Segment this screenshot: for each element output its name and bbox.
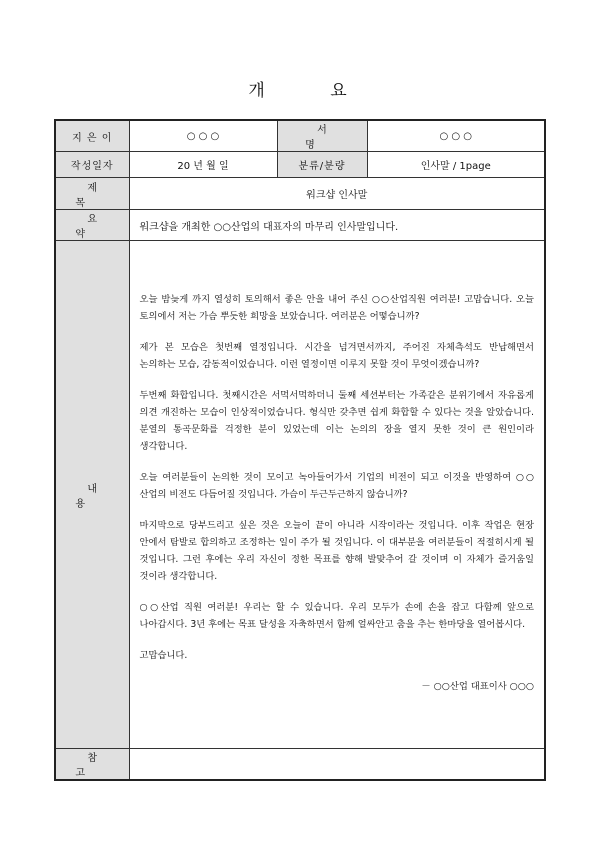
summary-value[interactable]: 워크샵을 개최한 ○○산업의 대표자의 마무리 인사말입니다. [129, 210, 545, 241]
category-label: 분류/분량 [277, 152, 367, 178]
summary-row [55, 210, 545, 241]
category-value[interactable]: 인사말 / 1page [367, 152, 545, 178]
date-value[interactable]: 20 년 월 일 [129, 152, 277, 178]
content-paragraph: 제가 본 모습은 첫번째 열정입니다. 시간을 넘겨면서까지, 주어진 자체측석도 반납해면서 논의하는 모습, 감동적이었습니다. 이런 열정이면 이루지 못할 것이 무엇이겠습니까? [139, 342, 534, 370]
reference-row [55, 749, 545, 781]
content-paragraph: 마지막으로 당부드리고 싶은 것은 오늘이 끝이 아니라 시작이라는 것입니다. 이후 작업은 현장 안에서 탐발로 합의하고 조정하는 일이 주가 될 것입니다. 이 대부분을 여러분들이 적절히시게 될 것입니다. 그런 후에는 우리 자신이 정한 목표를 향해 발맞추어 갈 것이며 이 자체가 즐거움일 것이라 생각합니다. [139, 520, 534, 582]
date-row [55, 152, 545, 178]
author-label: 지 은 이 [55, 120, 129, 152]
reference-value[interactable] [129, 749, 545, 781]
summary-label: 요 약 [55, 210, 129, 241]
subject-label: 제 목 [55, 178, 129, 210]
content-label: 내 용 [55, 241, 129, 749]
author-row [55, 120, 545, 152]
content-paragraph: 오늘 밤늦게 까지 열성히 토의해서 좋은 안을 내어 주신 ○○산업직원 여러분! 고맙습니다. 오늘 토의에서 저는 가슴 뿌듯한 희망을 보았습니다. 여러분은 어떻습니까? [139, 294, 534, 322]
content-paragraph: ○○산업 직원 여러분! 우리는 할 수 있습니다. 우리 모두가 손에 손을 잡고 다함께 앞으로 나아갑시다. 3년 후에는 목표 달성을 자축하면서 함께 얼싸안고 춤을 추는 한마당을 열어봅시다. [139, 602, 534, 630]
content-body[interactable] [129, 241, 545, 749]
reference-label: 참 고 [55, 749, 129, 781]
signature-value[interactable]: ○ ○ ○ [367, 120, 545, 152]
subject-row [55, 178, 545, 210]
content-paragraph: 고맙습니다. [139, 650, 188, 661]
author-value[interactable]: ○ ○ ○ [129, 120, 277, 152]
content-paragraph: 오늘 여러분들이 논의한 것이 모이고 녹아들어가서 기업의 비전이 되고 이것을 반영하여 ○○산업의 비전도 다듬어질 것입니다. 가슴이 두근두근하지 않습니까? [139, 472, 534, 500]
signature-label: 서 명 [277, 120, 367, 152]
content-paragraph: 두번째 화합입니다. 첫째시간은 서먹서먹하더니 둘째 세션부터는 가족같은 분위기에서 자유롭게 의견 개진하는 모습이 인상적이었습니다. 형식만 갖추면 쉽게 화합할 수 있다는 것을 알았습니다. 분열의 통곡문화를 걱정한 분이 있었는데 이는 논의의 장을 열지 못한 것이 큰 원인이라 생각합니다. [139, 390, 534, 452]
date-label: 작성일자 [55, 152, 129, 178]
page-title: 개 요 [248, 81, 377, 101]
content-row [55, 241, 545, 749]
subject-value[interactable]: 워크샵 인사말 [129, 178, 545, 210]
content-signature: － ○○산업 대표이사 ○○○ [421, 681, 534, 692]
overview-form [54, 119, 546, 781]
